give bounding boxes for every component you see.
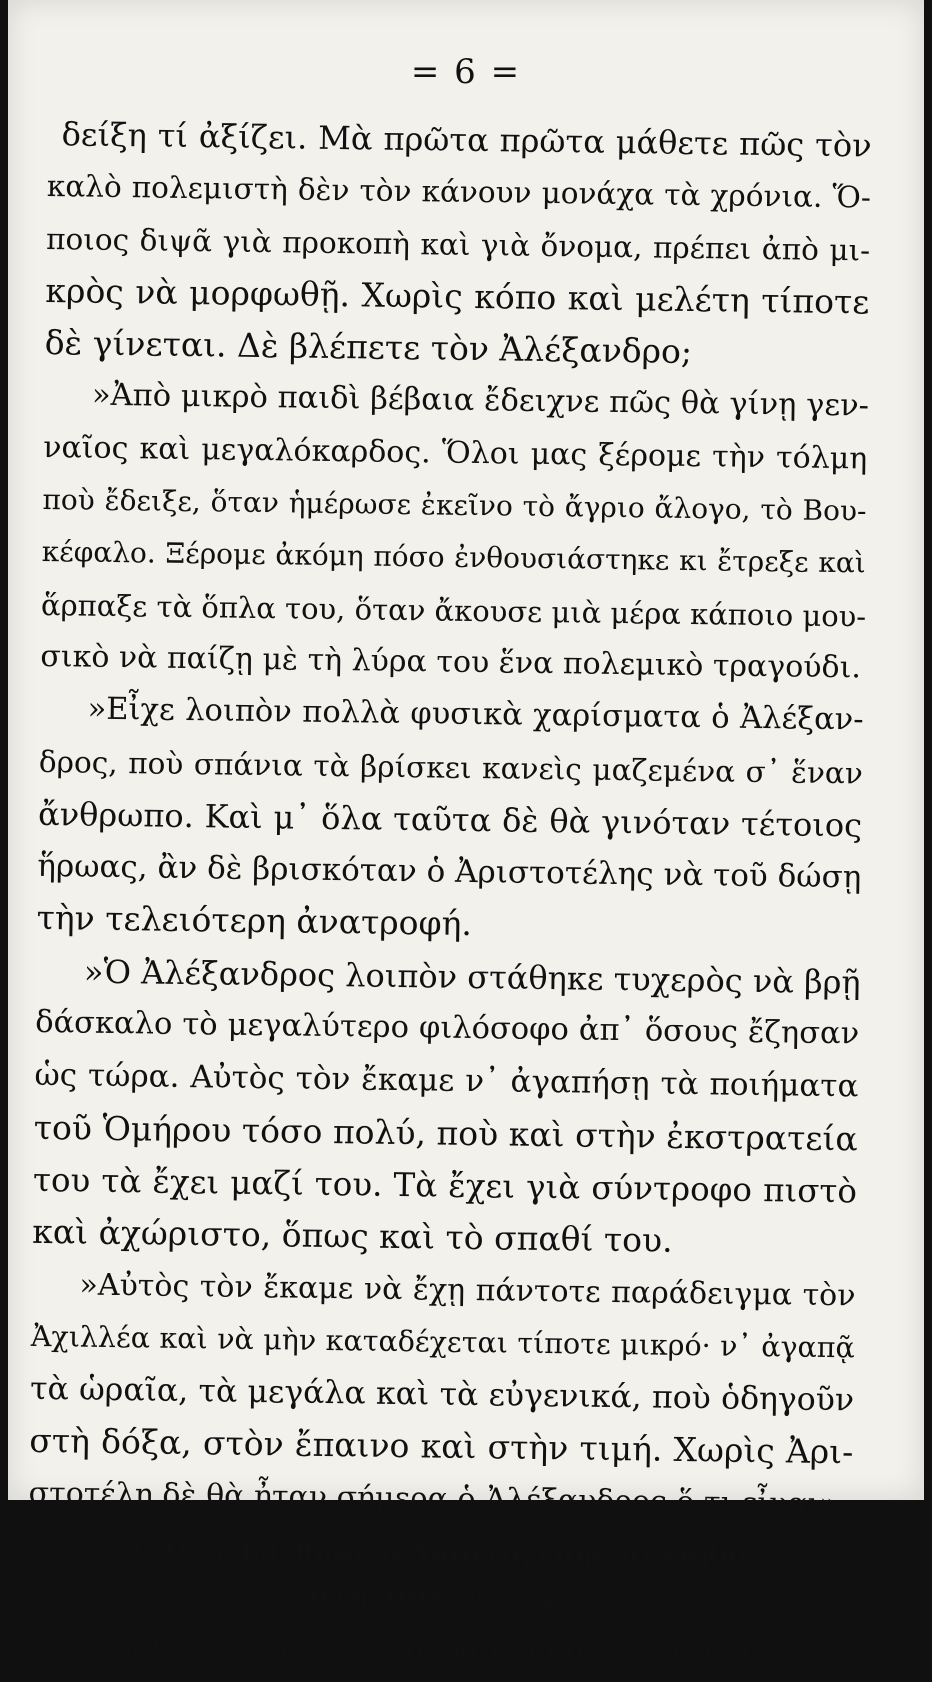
paragraph bbox=[40, 369, 868, 694]
text-line: κρὸς νὰ μορφωθῇ. Χωρὶς κόπο καὶ μελέτη τίποτε bbox=[45, 270, 870, 322]
text-line: καὶ ἀχώριστο, ὅπως καὶ τὸ σπαθί του. bbox=[32, 1212, 673, 1261]
text-line: ποὺ ἔδειξε, ὅταν ἡμέρωσε ἐκεῖνο τὸ ἄγριο ἄλογο, τὸ Βου- bbox=[42, 483, 867, 528]
text-line: »Ὁ Ἀλέξανδρος λοιπὸν στάθηκε τυχερὸς νὰ βρῇ bbox=[83, 952, 861, 1002]
body-text bbox=[26, 108, 872, 1682]
text-line: ποιος διψᾶ γιὰ προκοπὴ καὶ γιὰ ὄνομα, πρέπει ἀπὸ μι- bbox=[45, 221, 871, 268]
text-line: τοῦ Ὁμήρου τόσο πολύ, ποὺ καὶ στὴν ἐκστρατεία bbox=[33, 1107, 858, 1159]
text-line: ἅρπαξε τὰ ὅπλα του, ὅταν ἄκουσε μιὰ μέρα κάποιο μου- bbox=[40, 587, 867, 634]
paragraph bbox=[28, 1258, 856, 1531]
text-line: δρος, ποὺ σπάνια τὰ βρίσκει κανεὶς μαζεμένα σ᾽ ἕναν bbox=[38, 744, 864, 791]
text-line: δὲ γίνεται. Δὲ βλέπετε τὸν Ἀλέξανδρο; bbox=[44, 323, 693, 372]
text-line: κέφαλο. Ξέρομε ἀκόμη πόσο ἐνθουσιάστηκε κι ἔτρεξε καὶ bbox=[41, 535, 866, 580]
text-line: »Αὐτὸς τὸν ἔκαμε νὰ ἔχῃ πάντοτε παράδειγμα τὸν bbox=[79, 1267, 856, 1313]
text-line: ἄνθρωπο. Καὶ μ᾽ ὅλα ταῦτα δὲ θὰ γινόταν τέτοιος bbox=[37, 794, 863, 845]
section-heading bbox=[27, 1526, 852, 1625]
text-line: τὰ ὡραῖα, τὰ μεγάλα καὶ τὰ εὐγενικά, ποὺ ὁδηγοῦν bbox=[29, 1371, 855, 1419]
text-line: τὴν τελειότερη ἀνατροφή. bbox=[36, 898, 473, 944]
text-line: »Εἶχε λοιπὸν πολλὰ φυσικὰ χαρίσματα ὁ Ἀλέξαν- bbox=[87, 691, 864, 738]
text-line: στοτέλη δὲ θὰ ἦταν σήμερα ὁ Ἀλέξανδρος ὅ,τι εἶναι». bbox=[28, 1475, 848, 1523]
page-number: = 6 = bbox=[410, 52, 522, 92]
paragraph bbox=[44, 108, 872, 381]
text-line: στὴ δόξα, στὸν ἔπαινο καὶ στὴν τιμή. Χωρὶς Ἀρι- bbox=[29, 1421, 854, 1472]
book-page bbox=[8, 0, 924, 1673]
text-line: ἥρωας, ἂν δὲ βρισκόταν ὁ Ἀριστοτέλης νὰ τοῦ δώσῃ bbox=[37, 848, 862, 896]
text-line: ναῖος καὶ μεγαλόκαρδος. Ὅλοι μας ξέρομε τὴν τόλμη bbox=[43, 429, 868, 477]
section-heading-line: στὴ Μακεδονία. bbox=[310, 1580, 568, 1615]
text-line: δείξη τί ἀξίζει. Μὰ πρῶτα πρῶτα μάθετε πῶς τὸν bbox=[61, 115, 872, 165]
text-line: σικὸ νὰ παίζῃ μὲ τὴ λύρα του ἕνα πολεμικὸ τραγούδι. bbox=[40, 638, 862, 686]
text-line: καλὸ πολεμιστὴ δὲν τὸν κάνουν μονάχα τὰ χρόνια. Ὅ- bbox=[46, 169, 872, 215]
paragraph bbox=[32, 945, 860, 1270]
text-line: δάσκαλο τὸ μεγαλύτερο φιλόσοφο ἀπ᾽ ὅσους ἔζησαν bbox=[34, 1004, 860, 1052]
text-line: Ἀχιλλέα καὶ νὰ μὴν καταδέχεται τίποτε μικρό· ν᾽ ἀγαπᾷ bbox=[30, 1319, 855, 1365]
text-line: του τὰ ἔχει μαζί του. Τὰ ἔχει γιὰ σύντροφο πιστὸ bbox=[32, 1160, 858, 1211]
text-line: ὡς τώρα. Αὐτὸς τὸν ἔκαμε ν᾽ ἀγαπήσῃ τὰ ποιήματα bbox=[34, 1057, 859, 1105]
section-heading-line: 3. Πῶς βρέθηκε ὁ Ἀριστογένης σκλάβος bbox=[124, 1534, 755, 1574]
text-line: Ὁ Ἀριστογένης εἶχε κουραστῇ πολὺ καὶ μὲ μεγάλο bbox=[74, 1626, 851, 1673]
text-line: »Ἀπὸ μικρὸ παιδὶ βέβαια ἔδειχνε πῶς θὰ γίνῃ γεν- bbox=[91, 378, 870, 424]
paragraph bbox=[36, 683, 864, 956]
